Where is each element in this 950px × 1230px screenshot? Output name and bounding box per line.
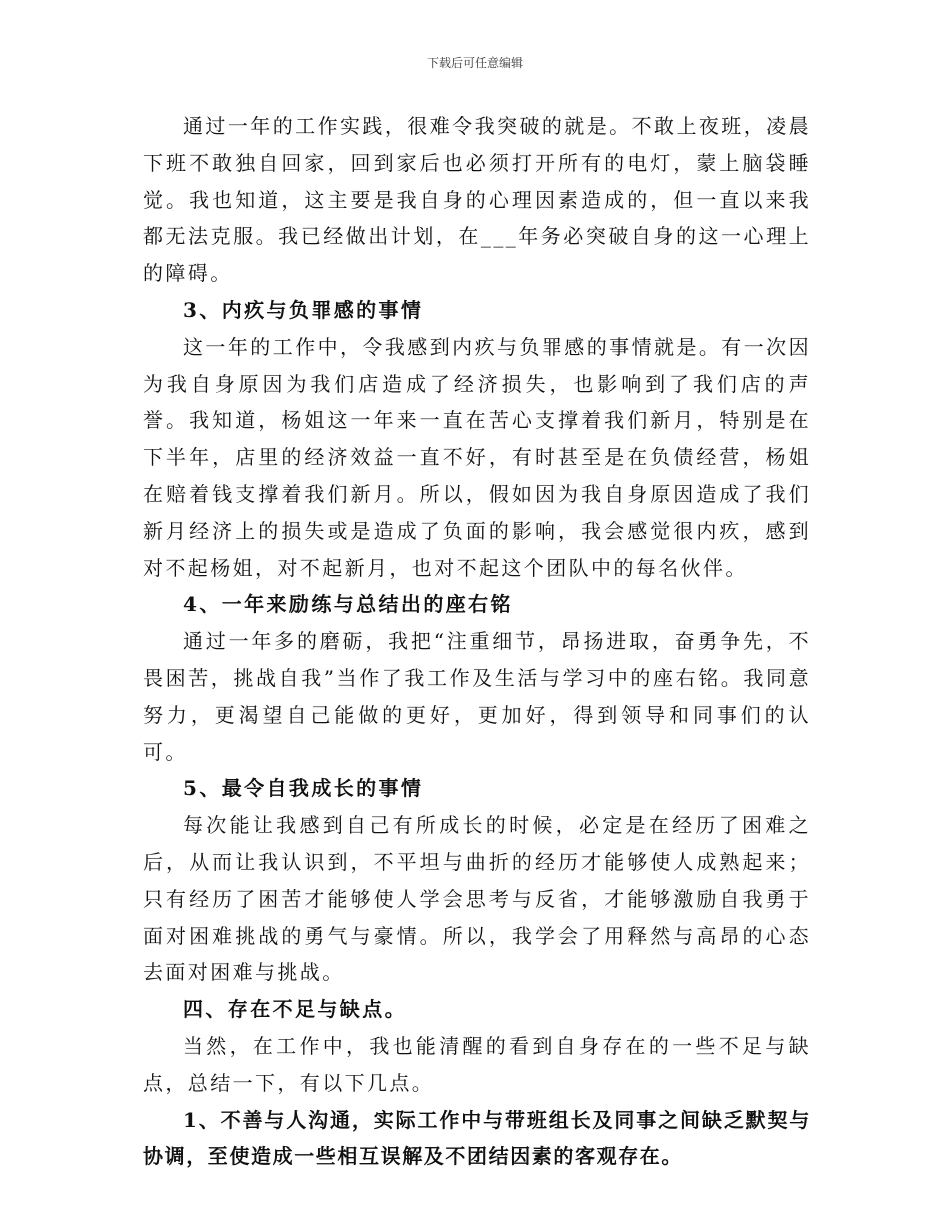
heading-shortcomings: 四、存在不足与缺点。 bbox=[183, 997, 407, 1022]
paragraph-growth: 每次能让我感到自己有所成长的时候，必定是在经历了困难之后，从而让我认识到，不平坦与曲折的经历才能够使人成熟起来；只有经历了困苦才能够使人学会思考与反省，才能够激励自我勇于面对困难挑战的勇气与豪情。所以，我学会了用释然与高昂的心态去面对困难与挑战。 bbox=[143, 813, 811, 985]
paragraph-practice: 通过一年的工作实践，很难令我突破的就是。不敢上夜班，凌晨下班不敢独自回家，回到家后也必须打开所有的电灯，蒙上脑袋睡觉。我也知道，这主要是我自身的心理因素造成的，但一直以来我都无法克服。我已经做出计划，在___年务必突破自身的这一心理上的障碍。 bbox=[143, 114, 811, 286]
paragraph-motto: 通过一年多的磨砺，我把“注重细节，昂扬进取，奋勇争先，不畏困苦，挑战自我”当作了我工作及生活与学习中的座右铭。我同意努力，更渴望自己能做的更好，更加好，得到领导和同事们的认可。 bbox=[143, 629, 811, 764]
paragraph-guilt: 这一年的工作中，令我感到内疚与负罪感的事情就是。有一次因为我自身原因为我们店造成了经济损失，也影响到了我们店的声誉。我知道，杨姐这一年来一直在苦心支撑着我们新月，特别是在下半年，店里的经济效益一直不好，有时甚至是在负债经营，杨姐在赔着钱支撑着我们新月。所以，假如因为我自身原因造成了我们新月经济上的损失或是造成了负面的影响，我会感觉很内疚，感到对不起杨姐，对不起新月，也对不起这个团队中的每名伙伴。 bbox=[143, 334, 811, 580]
heading-guilt: 3、内疚与负罪感的事情 bbox=[183, 297, 424, 322]
heading-motto: 4、一年来励练与总结出的座右铭 bbox=[183, 592, 513, 617]
paragraph-shortcomings: 当然，在工作中，我也能清醒的看到自身存在的一些不足与缺点，总结一下，有以下几点。 bbox=[143, 1033, 811, 1095]
document-body bbox=[143, 108, 811, 1175]
paragraph-communication: 1、不善与人沟通，实际工作中与带班组长及同事之间缺乏默契与协调，至使造成一些相互误解及不团结因素的客观存在。 bbox=[143, 1107, 811, 1169]
heading-growth: 5、最令自我成长的事情 bbox=[183, 776, 424, 801]
page-header: 下载后可任意编辑 bbox=[426, 56, 523, 70]
